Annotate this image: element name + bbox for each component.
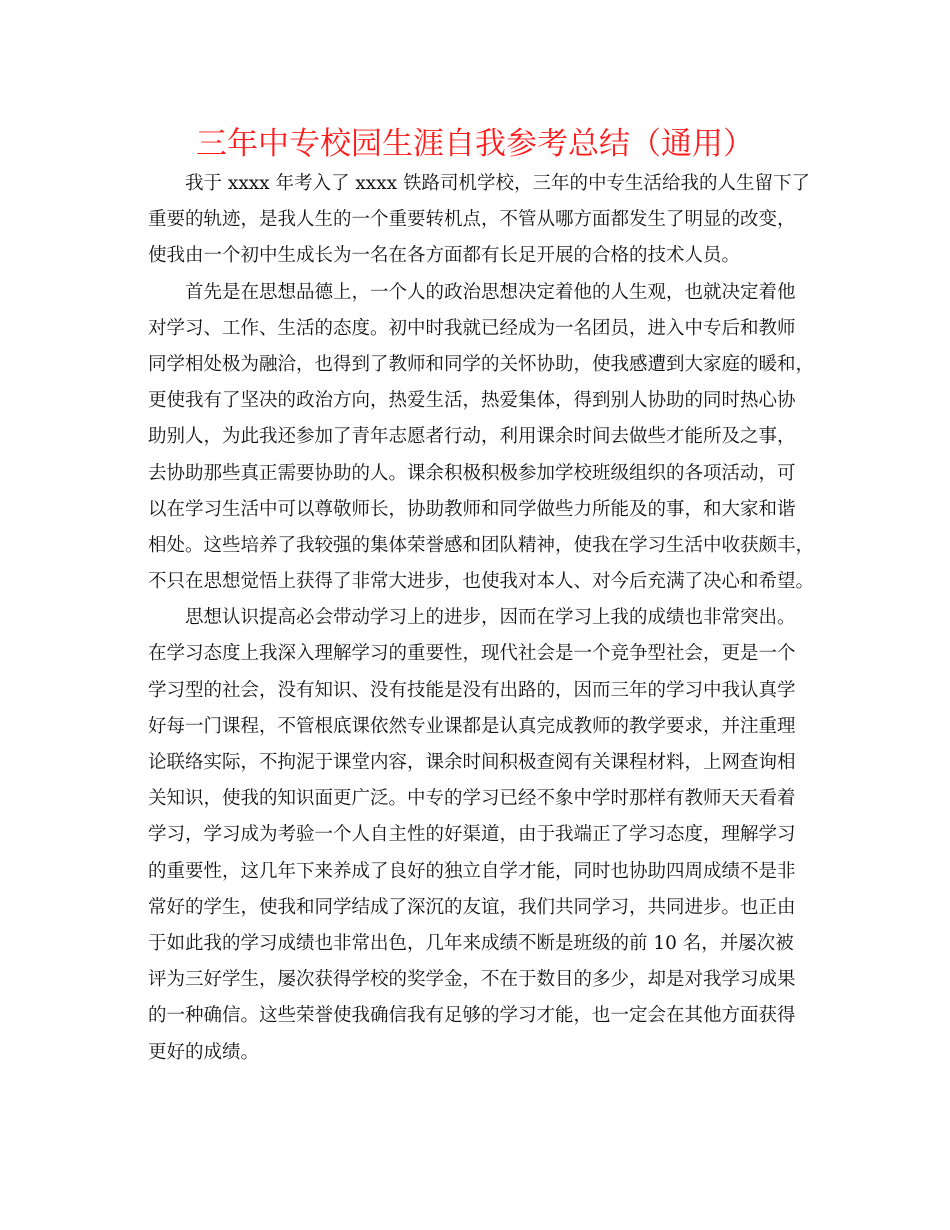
document-body: [148, 166, 815, 1071]
body-line: 使我由一个初中生成长为一名在各方面都有长足开展的合格的技术人员。: [148, 245, 741, 267]
body-line: 重要的轨迹，是我人生的一个重要转机点，不管从哪方面都发生了明显的改变，: [148, 209, 796, 231]
body-line: 去协助那些真正需要协助的人。课余积极积极参加学校班级组织的各项活动，可: [148, 462, 796, 484]
document-title: 三年中专校园生涯自我参考总结（通用）: [196, 126, 754, 162]
body-line: 更好的成绩。: [148, 1041, 260, 1063]
body-line: 论联络实际，不拘泥于课堂内容，课余时间积极查阅有关课程材料，上网查询相: [148, 752, 796, 773]
body-line: 关知识，使我的知识面更广泛。中专的学习已经不象中学时那样有教师天天看着: [148, 788, 796, 810]
body-line: 于如此我的学习成绩也非常出色，几年来成绩不断是班级的前 10 名，并屡次被: [148, 932, 794, 954]
body-line: 的一种确信。这些荣誉使我确信我有足够的学习才能，也一定会在其他方面获得: [148, 1005, 796, 1027]
body-line: 首先是在思想品德上，一个人的政治思想决定着他的人生观，也就决定着他: [185, 281, 796, 303]
body-line: 不只在思想觉悟上获得了非常大进步，也使我对本人、对今后充满了决心和希望。: [148, 571, 815, 593]
body-line: 我于 xxxx 年考入了 xxxx 铁路司机学校，三年的中专生活给我的人生留下了: [185, 173, 810, 194]
body-line: 以在学习生活中可以尊敬师长，协助教师和同学做些力所能及的事，和大家和谐: [148, 498, 796, 520]
body-line: 思想认识提高必会带动学习上的进步，因而在学习上我的成绩也非常突出。: [185, 607, 796, 629]
body-line: 对学习、工作、生活的态度。初中时我就已经成为一名团员，进入中专后和教师: [148, 317, 796, 339]
body-line: 的重要性，这几年下来养成了良好的独立自学才能，同时也协助四周成绩不是非: [148, 860, 796, 882]
body-line: 相处。这些培养了我较强的集体荣誉感和团队精神，使我在学习生活中收获颇丰，: [148, 534, 815, 556]
body-line: 评为三好学生，屡次获得学校的奖学金，不在于数目的多少，却是对我学习成果: [148, 969, 796, 991]
body-line: 助别人，为此我还参加了青年志愿者行动，利用课余时间去做些才能所及之事，: [148, 426, 796, 448]
body-line: 同学相处极为融洽，也得到了教师和同学的关怀协助，使我感遭到大家庭的暖和，: [148, 353, 815, 375]
body-line: 常好的学生，使我和同学结成了深沉的友谊，我们共同学习，共同进步。也正由: [148, 896, 796, 918]
body-line: 学习，学习成为考验一个人自主性的好渠道，由于我端正了学习态度，理解学习: [148, 824, 796, 846]
body-line: 更使我有了坚决的政治方向，热爱生活，热爱集体，得到别人协助的同时热心协: [148, 390, 796, 412]
body-line: 在学习态度上我深入理解学习的重要性，现代社会是一个竞争型社会，更是一个: [148, 643, 796, 665]
body-line: 好每一门课程，不管根底课依然专业课都是认真完成教师的教学要求，并注重理: [148, 715, 796, 737]
body-line: 学习型的社会，没有知识、没有技能是没有出路的，因而三年的学习中我认真学: [148, 679, 796, 701]
